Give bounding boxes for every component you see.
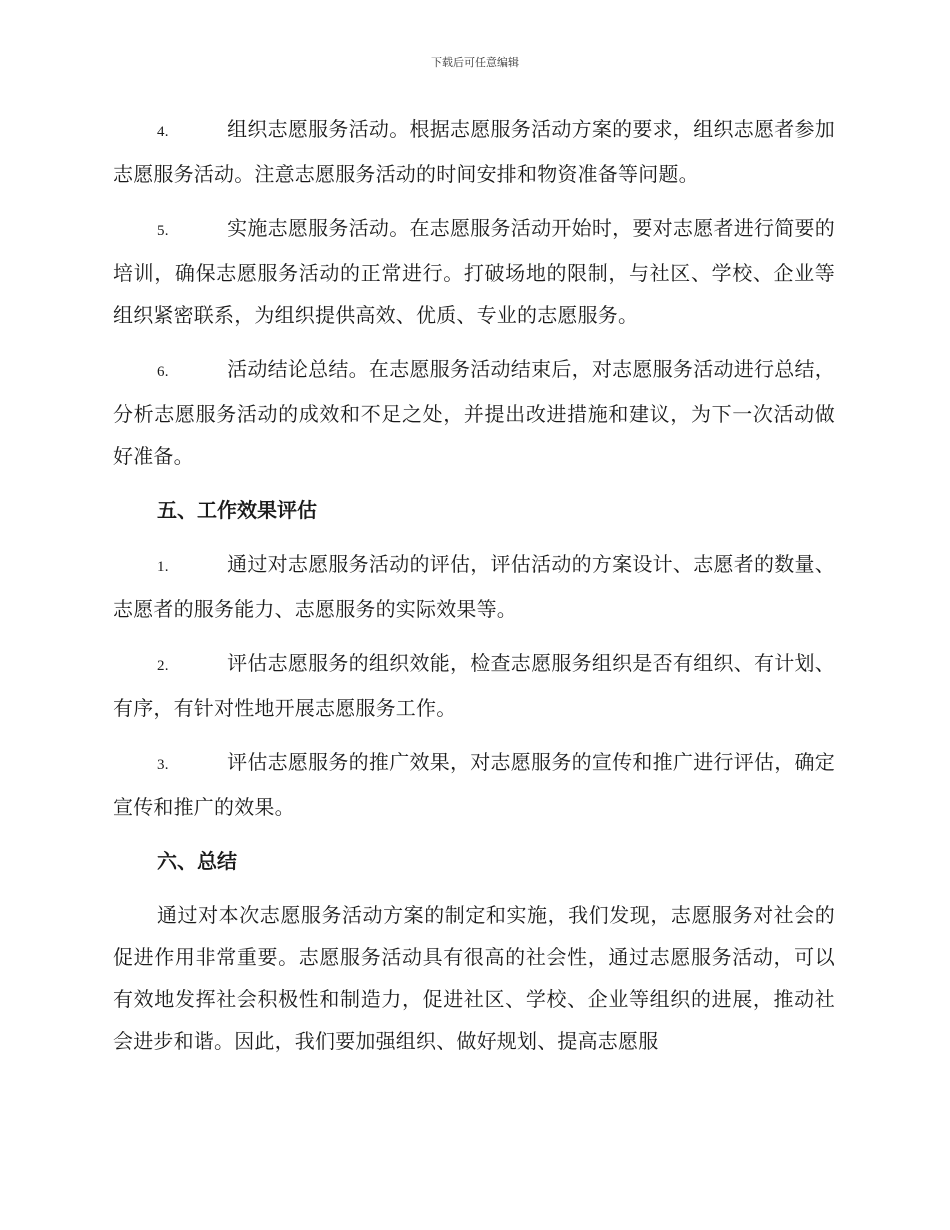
list-item-text: 组织志愿服务活动。根据志愿服务活动方案的要求，组织志愿者参加志愿服务活动。注意志愿服务活动的时间安排和物资准备等问题。 [113,117,835,186]
section-heading-summary: 六、总结 [157,849,237,873]
section-heading-evaluation: 五、工作效果评估 [157,498,317,522]
list-item [113,207,835,336]
list-item [113,741,835,828]
list-item-number: 5. [157,223,169,239]
list-item-number: 2. [157,658,169,674]
list-item [113,642,835,729]
list-item-text: 实施志愿服务活动。在志愿服务活动开始时，要对志愿者进行简要的培训，确保志愿服务活动的正常进行。打破场地的限制，与社区、学校、企业等组织紧密联系，为组织提供高效、优质、专业的志愿服务。 [113,216,835,327]
page-header-note: 下载后可任意编辑 [431,56,519,69]
list-item-number: 1. [157,559,169,575]
list-item-text: 评估志愿服务的组织效能，检查志愿服务组织是否有组织、有计划、有序，有针对性地开展志愿服务工作。 [113,651,835,720]
document-body [113,108,835,1074]
list-item [113,108,835,195]
list-item [113,348,835,477]
list-item-number: 4. [157,124,169,140]
list-item-number: 6. [157,364,169,380]
summary-paragraph: 通过对本次志愿服务活动方案的制定和实施，我们发现，志愿服务对社会的促进作用非常重要。志愿服务活动具有很高的社会性，通过志愿服务活动，可以有效地发挥社会积极性和制造力，促进社区、学校、企业等组织的进展，推动社会进步和谐。因此，我们要加强组织、做好规划、提高志愿服 [113,903,835,1053]
list-item-number: 3. [157,757,169,773]
list-item-text: 评估志愿服务的推广效果，对志愿服务的宣传和推广进行评估，确定宣传和推广的效果。 [113,750,835,819]
list-item-text: 通过对志愿服务活动的评估，评估活动的方案设计、志愿者的数量、志愿者的服务能力、志愿服务的实际效果等。 [113,552,835,621]
list-item [113,543,835,630]
list-item-text: 活动结论总结。在志愿服务活动结束后，对志愿服务活动进行总结，分析志愿服务活动的成效和不足之处，并提出改进措施和建议，为下一次活动做好准备。 [113,357,835,468]
